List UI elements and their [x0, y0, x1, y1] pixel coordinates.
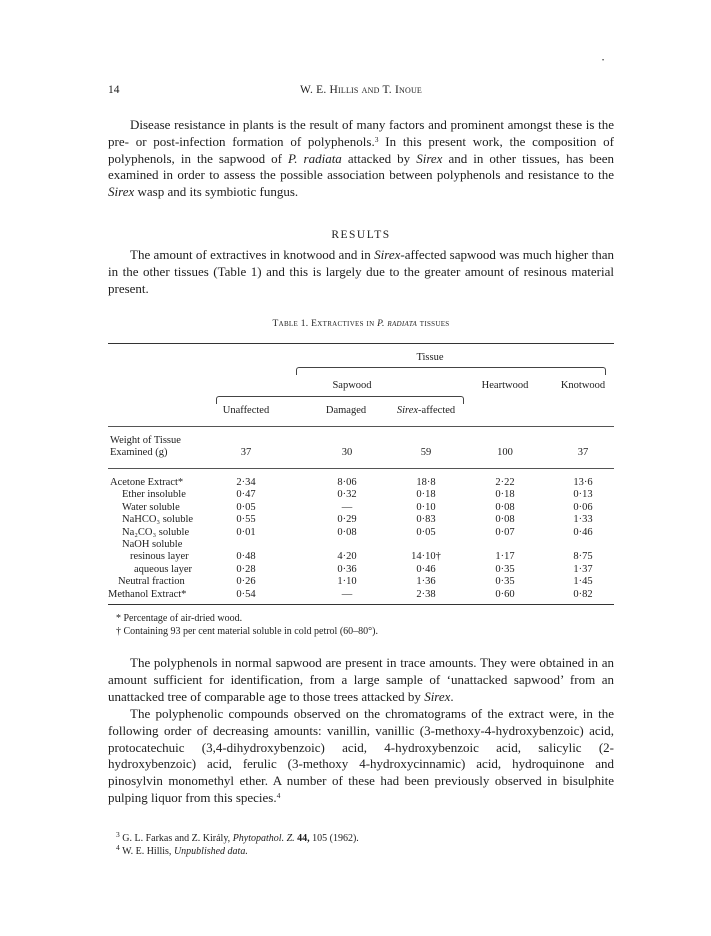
table-cell: 2·38 — [416, 588, 436, 600]
weight-label-2: Examined (g) — [110, 447, 168, 458]
table-cell: 0·06 — [573, 501, 593, 513]
table-row-label: resinous layer — [130, 551, 189, 563]
table-row-label: Acetone Extract* — [110, 477, 184, 488]
sapwood-header: Sapwood — [332, 380, 372, 391]
table-cell: 0·07 — [495, 526, 515, 538]
table-cell: 0·60 — [495, 588, 515, 600]
sirex-affected-rest: -affected — [418, 405, 456, 416]
table-cell: 1·33 — [573, 514, 593, 526]
table-cell: 8·75 — [573, 551, 593, 563]
sirex-name: Sirex — [108, 184, 135, 200]
table-cell: 0·32 — [337, 489, 357, 501]
table-cell: 0·48 — [236, 551, 256, 563]
table-cell: 4·20 — [337, 551, 357, 563]
table-cell: 0·18 — [495, 489, 515, 501]
intro-text-e: wasp and its symbiotic fungus. — [134, 184, 299, 200]
table-cell: 0·18 — [416, 489, 436, 501]
running-head — [108, 84, 614, 100]
table-top-rule — [108, 343, 614, 344]
ref3-volume: 44, — [294, 833, 310, 844]
weight-value: 100 — [497, 447, 513, 458]
citation-3: 3 — [374, 134, 379, 144]
table-cell: 8·06 — [337, 477, 357, 488]
table-cell: 1·36 — [416, 576, 436, 588]
reference-4 — [116, 843, 248, 858]
para3-text-b: . — [450, 688, 454, 704]
table-row-label: Ether insoluble — [122, 489, 186, 501]
table-cell: 0·47 — [236, 489, 256, 501]
species-name: P. radiata — [287, 150, 342, 166]
weight-label-1: Weight of Tissue — [110, 435, 181, 446]
table-cell: 0·26 — [236, 576, 256, 588]
ref4-rest: Unpublished data. — [173, 846, 248, 857]
reference-3 — [116, 830, 359, 845]
table-cell: 0·28 — [236, 563, 256, 575]
table-cell: 14·10† — [411, 551, 441, 563]
table-cell: 0·01 — [236, 526, 256, 538]
sirex-name: Sirex — [416, 150, 443, 166]
table-cell: 13·6 — [573, 477, 593, 488]
sirex-affected-sirex: Sirex — [396, 405, 419, 416]
running-head-authors: W. E. Hillis and T. Inoue — [299, 84, 423, 96]
intro-text-b: In this present work, the composition of polyphenols, in the sapwood of — [108, 133, 615, 166]
ref3-number: 3 — [116, 830, 120, 839]
table-cell: 0·55 — [236, 514, 256, 526]
stray-mark: • — [602, 58, 605, 64]
table-cell: 1·37 — [573, 563, 593, 575]
table-cell: 0·08 — [337, 526, 357, 538]
sirex-affected-header — [384, 405, 468, 417]
ref3-journal: Phytopathol. Z. — [232, 833, 295, 844]
table-bottom-rule — [108, 604, 614, 605]
table-cell: 2·34 — [236, 477, 256, 488]
tissue-header: Tissue — [416, 352, 444, 363]
damaged-header: Damaged — [325, 405, 367, 416]
table-cell: 0·82 — [573, 588, 593, 600]
table-cell: 0·08 — [495, 514, 515, 526]
ref4-number: 4 — [116, 843, 120, 852]
table-row-label: NaOH soluble — [122, 539, 183, 550]
table-cell: — — [341, 588, 353, 600]
ref3-rest: 105 (1962). — [309, 833, 359, 844]
intro-text-d: and in other tissues, has been examined in order to assess the possible association between polyphenols and resistance to the — [108, 150, 614, 183]
table-cell: 0·46 — [416, 563, 436, 575]
table-cell: 2·22 — [495, 477, 515, 488]
table-cell: 0·29 — [337, 514, 357, 526]
table-cell: 1·45 — [573, 576, 593, 588]
table-title-a: Table 1. Extractives in — [272, 319, 378, 329]
table-title-b: tissues — [417, 319, 450, 329]
knotwood-header: Knotwood — [560, 380, 606, 391]
table-cell: 0·10 — [416, 501, 436, 513]
para4-text: The polyphenolic compounds observed on the chromatograms of the extract were, in the following order of decreasing amounts: vanillin, vanillic (3-methoxy-4-hydroxybenzoic) acid, protocatechuic (3,4-dihydroxybenzoic) acid, 4-hydroxybenzoic acid, salicylic (2-hydroxybenzoic) acid, ferulic (3-methoxy 4-hydroxycinnamic) acid, hydroquinone and pinosylvin monomethyl ether. A number of these had been previously observed in bisulphite pulping liquor from this species. — [108, 706, 614, 805]
table-cell: 1·10 — [337, 576, 357, 588]
weight-value: 37 — [240, 447, 252, 458]
tissue-brace — [296, 367, 606, 375]
weight-value: 37 — [577, 447, 589, 458]
heartwood-header: Heartwood — [481, 380, 529, 391]
table-cell: — — [341, 501, 353, 513]
ref3-authors: G. L. Farkas and Z. Király, — [119, 833, 233, 844]
table-cell: 0·83 — [416, 514, 436, 526]
table-cell: 0·35 — [495, 576, 515, 588]
table-cell: 0·35 — [495, 563, 515, 575]
para3-text-a: The polyphenols in normal sapwood are present in trace amounts. They were obtained in an amount sufficient for identification, from a large sample of ‘unattacked sapwood’ from an unattacked tree of comparable age to those trees attacked by — [108, 655, 614, 704]
table-row-label: Water soluble — [122, 501, 180, 513]
footnote-percentage: * Percentage of air-dried wood. — [116, 613, 243, 624]
weight-value: 30 — [341, 447, 353, 458]
intro-text-a: Disease resistance in plants is the result of many factors and prominent amongst these is the pre- or post-infection formation of polyphenols. — [108, 117, 614, 149]
paragraph-compounds — [108, 706, 614, 807]
results-text-b: -affected sapwood was much higher than in the other tissues (Table 1) and this is largely due to the greater amount of resinous material present. — [108, 247, 614, 296]
table-cell: 0·36 — [337, 563, 357, 575]
ref4-authors: W. E. Hillis, — [119, 846, 174, 857]
results-text-a: The amount of extractives in knotwood and in — [130, 247, 375, 262]
table-row-label: Neutral fraction — [118, 576, 185, 588]
table-cell: 0·46 — [573, 526, 593, 538]
table-row-label: Methanol Extract* — [108, 588, 187, 600]
citation-4: 4 — [276, 790, 281, 800]
results-heading: RESULTS — [331, 229, 391, 241]
intro-text-c: attacked by — [341, 150, 417, 166]
page-number: 14 — [108, 84, 120, 96]
weight-value: 59 — [420, 447, 432, 458]
table-cell: 0·13 — [573, 489, 593, 501]
table-cell: 0·08 — [495, 501, 515, 513]
table-header-rule — [108, 426, 614, 427]
paragraph-trace — [108, 655, 614, 705]
footnote-petrol: † Containing 93 per cent material soluble in cold petrol (60–80°). — [116, 626, 378, 637]
table-cell: 0·54 — [236, 588, 256, 600]
table-cell: 1·17 — [495, 551, 515, 563]
intro-paragraph — [108, 117, 614, 201]
table-row-label: aqueous layer — [134, 563, 193, 575]
table-title — [108, 319, 614, 329]
sirex-name: Sirex — [374, 247, 401, 262]
table-row-label: Na₂CO₃ soluble — [122, 526, 190, 538]
sapwood-brace — [216, 396, 464, 404]
sirex-name: Sirex — [424, 688, 451, 704]
table-cell: 18·8 — [416, 477, 436, 488]
results-paragraph — [108, 247, 614, 297]
table-row-label: NaHCO₃ soluble — [122, 514, 194, 526]
table-title-species: P. radiata — [377, 319, 418, 329]
unaffected-header: Unaffected — [222, 405, 270, 416]
table-cell: 0·05 — [236, 501, 256, 513]
table-weight-rule — [108, 468, 614, 469]
table-cell: 0·05 — [416, 526, 436, 538]
